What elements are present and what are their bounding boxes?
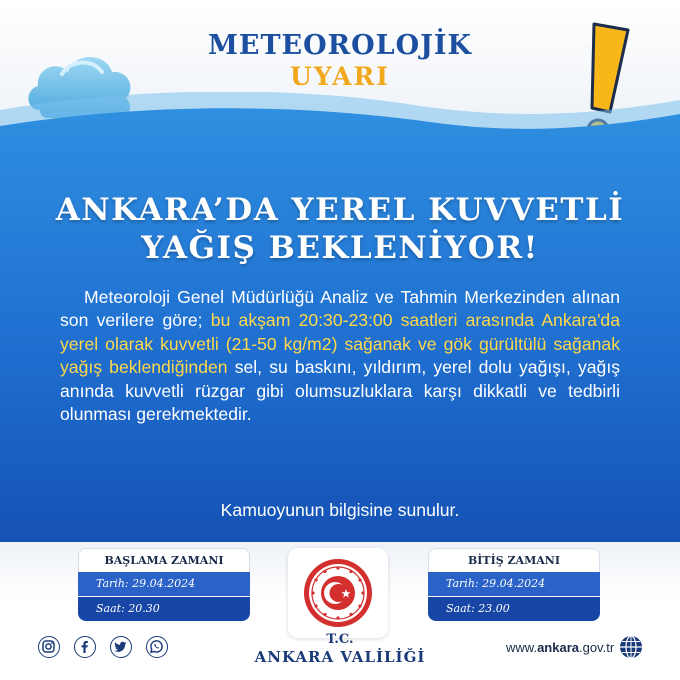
headline-line2: YAĞIŞ BEKLENİYOR!	[141, 230, 539, 266]
website-prefix: www.	[506, 640, 538, 655]
website-link[interactable]	[506, 640, 614, 655]
website-domain: ankara	[537, 640, 579, 655]
twitter-icon[interactable]	[110, 636, 132, 658]
body-highlight: bu akşam 20:30-23:00 saatleri arasında Ankara'da yerel olarak kuvvetli (21-50 kg/m2) sağanak ve gök gürültülü sağanak yağış beklendiğinden	[60, 310, 620, 378]
instagram-icon[interactable]	[38, 636, 60, 658]
facebook-icon[interactable]	[74, 636, 96, 658]
headline-line1: ANKARA’DA YEREL KUVVETLİ	[55, 192, 625, 228]
start-title: BAŞLAMA ZAMANI	[78, 548, 250, 572]
title-meteorolojik: METEOROLOJİK	[208, 30, 472, 61]
end-time-card	[428, 548, 600, 622]
website-suffix: .gov.tr	[578, 640, 615, 655]
footer-org-name: ANKARA VALİLİĞİ	[254, 648, 426, 666]
end-title: BİTİŞ ZAMANI	[428, 548, 600, 572]
title-uyari: UYARI	[290, 62, 390, 91]
whatsapp-icon[interactable]	[146, 636, 168, 658]
end-date: Tarih: 29.04.2024	[428, 572, 600, 596]
governorship-emblem	[288, 548, 388, 638]
warning-body	[60, 286, 620, 426]
public-notice: Kamuoyunun bilgisine sunulur.	[220, 500, 460, 520]
end-time: Saat: 23.00	[428, 597, 600, 621]
body-outro: sel, su baskını, yıldırım, yerel dolu yağışı, yağış anında kuvvetli rüzgar gibi olumsuzluklara karşı dikkatli ve tedbirli olunması gerekmektedir.	[60, 357, 621, 425]
start-date: Tarih: 29.04.2024	[78, 572, 250, 596]
body-intro: Meteoroloji Genel Müdürlüğü Analiz ve Tahmin Merkezinden alınan son verilere göre;	[60, 287, 620, 331]
globe-icon	[618, 634, 644, 660]
footer-tc: T.C.	[326, 632, 354, 647]
start-time: Saat: 20.30	[78, 597, 250, 621]
start-time-card	[78, 548, 250, 622]
emblem-seal-icon	[301, 556, 375, 630]
